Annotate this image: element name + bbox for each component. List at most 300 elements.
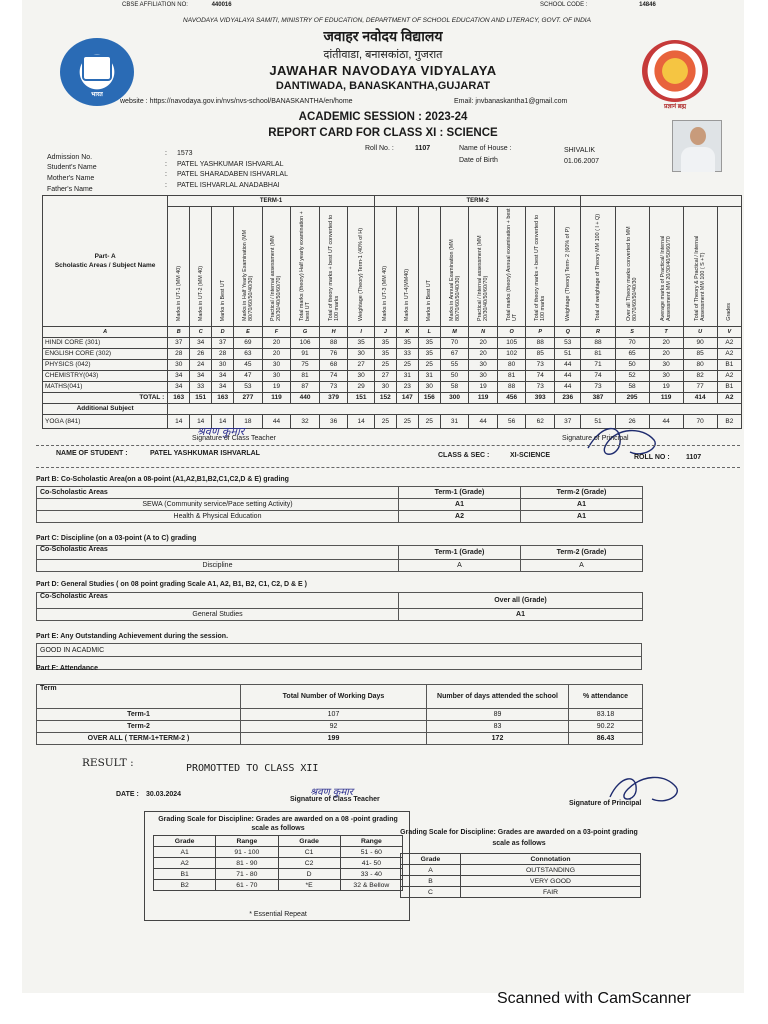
mark-cell: 31 (440, 415, 469, 429)
table-row (37, 560, 643, 572)
student-name-value: PATEL YASHKUMAR ISHVARLAL (177, 161, 284, 168)
part-f-title: Part F: Attendance (36, 665, 98, 672)
mark-cell: 33 (396, 349, 418, 360)
mark-cell: 34 (190, 371, 212, 382)
grading-8-col-grade-2: Grade (278, 836, 340, 847)
mark-cell: 88 (497, 382, 526, 393)
part-d-col-overall: Over all (Grade) (399, 593, 643, 609)
column-header (291, 207, 320, 327)
mark-cell: 30 (348, 349, 374, 360)
term1-header: TERM-1 (168, 196, 375, 207)
grade-cell: 71 - 80 (216, 869, 278, 880)
school-name-hindi: जवाहर नवोदय विद्यालय (323, 28, 443, 44)
date-label: DATE : (116, 791, 139, 798)
mark-cell: 35 (374, 338, 396, 349)
mark-cell: 23 (396, 382, 418, 393)
scholastic-marks-table (42, 195, 742, 429)
mark-cell: 30 (168, 360, 190, 371)
mark-cell: B2 (717, 415, 741, 429)
table-row (154, 869, 403, 880)
admission-label: Admission No. (47, 154, 93, 161)
mark-cell: 14 (348, 415, 374, 429)
report-title: REPORT CARD FOR CLASS XI : SCIENCE (268, 127, 498, 139)
part-b-table (36, 486, 643, 523)
mark-cell: 52 (615, 371, 649, 382)
attendance-pct: 86.43 (569, 733, 643, 745)
term-header-row (43, 196, 742, 207)
column-header (168, 207, 190, 327)
nvs-logo-text: प्रज्ञानं ब्रह्म (663, 104, 687, 110)
part-c-t2: A (521, 560, 643, 572)
mark-cell: 85 (683, 349, 717, 360)
column-header (262, 207, 291, 327)
column-header-label: Total marks (theory) Half yearly examination + best UT (299, 211, 312, 321)
scholastic-label: Scholastic Areas / Subject Name (54, 262, 156, 269)
column-header (212, 207, 234, 327)
mark-cell: 35 (374, 349, 396, 360)
part-c-col-t2: Term-2 (Grade) (521, 546, 643, 560)
part-a-cell (43, 196, 168, 327)
mark-cell: 105 (497, 338, 526, 349)
mark-cell: 80 (683, 360, 717, 371)
mark-cell: 20 (262, 349, 291, 360)
grade-cell: C (401, 887, 461, 898)
column-header-label: Total of theory marks + best UT converted to 100 marks (327, 214, 340, 321)
mark-cell: A2 (717, 349, 741, 360)
mark-cell: 81 (291, 371, 320, 382)
mark-cell: 456 (497, 393, 526, 404)
column-header (319, 207, 348, 327)
mark-cell: 37 (555, 415, 581, 429)
column-header-label: Total of Theory & Practical / Internal Assessment MM 100 ( S +T) (694, 235, 707, 321)
column-header-label: Grades (726, 303, 733, 321)
subject-name: HINDI CORE (301) (43, 338, 168, 349)
column-header (190, 207, 212, 327)
attendance-col-term: Term (37, 685, 241, 709)
column-header-label: Total of weightage of Theory MM 100 ( I + Q) (595, 213, 601, 321)
column-header-label: Total marks (theory) Annual examination + best UT (505, 208, 518, 321)
mother-label: Mother's Name (47, 175, 95, 182)
column-header-label: Marks in UT-2 (MM 40) (197, 265, 204, 321)
grade-cell: C2 (278, 858, 340, 869)
mark-cell: 74 (526, 371, 555, 382)
mark-cell: 26 (190, 349, 212, 360)
grading-8-footnote: * Essential Repeat (249, 911, 307, 918)
class-teacher-sig-label-2: Signature of Class Teacher (290, 796, 380, 803)
column-letter: K (396, 327, 418, 338)
mark-cell: 76 (319, 349, 348, 360)
grade-cell: FAIR (461, 887, 641, 898)
mark-cell: 25 (374, 360, 396, 371)
column-letter: E (234, 327, 263, 338)
part-b-t2: A1 (521, 499, 643, 511)
mark-cell: B1 (717, 382, 741, 393)
dob-label: Date of Birth (459, 157, 498, 164)
strip-roll-value: 1107 (686, 454, 702, 461)
mark-cell: 20 (649, 349, 683, 360)
mark-cell: 14 (212, 415, 234, 429)
mark-cell: 44 (555, 360, 581, 371)
mark-cell: 33 (190, 382, 212, 393)
grade-cell: B (401, 876, 461, 887)
grade-cell: 61 - 70 (216, 880, 278, 891)
mark-cell: 19 (262, 382, 291, 393)
part-d-table (36, 592, 643, 621)
mark-cell: 119 (649, 393, 683, 404)
mark-cell: 44 (649, 415, 683, 429)
mark-cell: 73 (526, 382, 555, 393)
mark-cell: 51 (555, 349, 581, 360)
mark-cell: 27 (374, 371, 396, 382)
mark-cell: 393 (526, 393, 555, 404)
part-b-t1: A2 (399, 511, 521, 523)
mark-cell: 37 (168, 338, 190, 349)
column-header (615, 207, 649, 327)
column-header-label: Practical / Internal assessment (MM 20/30/40/50/60/70) (477, 235, 490, 321)
mother-value: PATEL SHARADABEN ISHVARLAL (177, 171, 288, 178)
part-c-t1: A (399, 560, 521, 572)
attendance-table (36, 684, 643, 745)
mark-cell: 414 (683, 393, 717, 404)
strip-class-value: XI-SCIENCE (510, 452, 551, 459)
mark-cell: 163 (168, 393, 190, 404)
mark-cell: 25 (396, 360, 418, 371)
column-header (348, 207, 374, 327)
strip-roll-label: ROLL NO : (634, 454, 670, 461)
column-header (469, 207, 498, 327)
grade-cell: 91 - 100 (216, 847, 278, 858)
principal-sig-label-1: Signature of Principal (562, 435, 629, 442)
grade-cell: B1 (154, 869, 216, 880)
column-header-label: Marks in Half Yearly Examination (MM 80/70/60/50/40/30) (241, 229, 254, 321)
mark-cell: A2 (717, 338, 741, 349)
grading-3-col-grade: Grade (401, 854, 461, 865)
attendance-working: 92 (241, 721, 427, 733)
student-name-label: Student's Name (47, 164, 97, 171)
mark-cell: 50 (440, 371, 469, 382)
mark-cell: 30 (649, 360, 683, 371)
class-teacher-scrawl-2: श्रवण कुमार (310, 787, 353, 798)
mark-cell: 65 (615, 349, 649, 360)
attendance-pct: 83.18 (569, 709, 643, 721)
mark-cell: 30 (212, 360, 234, 371)
mark-cell: 102 (497, 349, 526, 360)
column-header (555, 207, 581, 327)
mark-cell: 90 (683, 338, 717, 349)
column-letter: V (717, 327, 741, 338)
class-teacher-sig-label: Signature of Class Teacher (192, 435, 276, 442)
mark-cell: 20 (262, 338, 291, 349)
column-header-label: Marks in UT-3 (MM 40) (382, 265, 389, 321)
mark-cell: 62 (526, 415, 555, 429)
mark-cell: 295 (615, 393, 649, 404)
mark-cell: 119 (262, 393, 291, 404)
grade-cell: A (401, 865, 461, 876)
column-header-label: Weightage (Theory) Term-1 (40% of H) (358, 228, 365, 321)
result-label: RESULT : (82, 757, 134, 769)
mark-cell: 70 (615, 338, 649, 349)
mark-cell: 277 (234, 393, 263, 404)
table-row (43, 338, 742, 349)
mark-cell: 67 (440, 349, 469, 360)
column-letter: M (440, 327, 469, 338)
column-letter: A (43, 327, 168, 338)
mark-cell: 379 (319, 393, 348, 404)
grading-8-col-grade: Grade (154, 836, 216, 847)
mark-cell: 25 (396, 415, 418, 429)
mark-cell: 69 (234, 338, 263, 349)
mark-cell: 91 (291, 349, 320, 360)
attendance-term: Term-1 (37, 709, 241, 721)
part-c-col-t1: Term-1 (Grade) (399, 546, 521, 560)
subject-name: ENGLISH CORE (302) (43, 349, 168, 360)
part-c-col-area: Co-Scholastic Areas (37, 546, 399, 560)
attendance-col-attended: Number of days attended the school (427, 685, 569, 709)
part-d-area: General Studies (37, 609, 399, 621)
mark-cell: 51 (581, 415, 615, 429)
mark-cell: 63 (234, 349, 263, 360)
mark-cell: 85 (526, 349, 555, 360)
column-header-label: Marks in UT-4(MM40) (404, 268, 411, 321)
mark-cell: 74 (319, 371, 348, 382)
mark-cell: 30 (262, 371, 291, 382)
student-photo (672, 120, 722, 172)
cbse-logo-text: भारत (91, 92, 103, 98)
mark-cell: 47 (234, 371, 263, 382)
mark-cell: 35 (348, 338, 374, 349)
part-b-col-t2: Term-2 (Grade) (521, 487, 643, 499)
column-header-label: Over all Theory marks converted to MM 80/70/60/50/40/30 (626, 226, 639, 321)
part-b-title: Part B: Co-Scholastic Area(on a 08-point (A1,A2,B1,B2,C1,C2,D & E) grading (36, 476, 289, 483)
admission-colon: : (165, 150, 167, 157)
mark-cell: 156 (418, 393, 440, 404)
mark-cell: 20 (469, 338, 498, 349)
table-row (43, 371, 742, 382)
column-letter: N (469, 327, 498, 338)
column-letter: B (168, 327, 190, 338)
mark-cell: 58 (440, 382, 469, 393)
column-letter: C (190, 327, 212, 338)
mark-cell: 30 (348, 371, 374, 382)
camscanner-watermark: Scanned with CamScanner (497, 990, 691, 1007)
column-letter-row (43, 327, 742, 338)
grade-cell: 41- 50 (340, 858, 402, 869)
mark-cell: 440 (291, 393, 320, 404)
table-row (401, 876, 641, 887)
mark-cell: 24 (190, 360, 212, 371)
grading-3-col-conn: Connotation (461, 854, 641, 865)
part-e-table (36, 643, 642, 670)
table-row (37, 511, 643, 523)
mark-cell: 44 (469, 415, 498, 429)
cbse-affiliation-label: CBSE AFFILIATION NO: (122, 2, 188, 8)
column-letter: D (212, 327, 234, 338)
grading-3-table (400, 853, 641, 898)
mark-cell: 82 (683, 371, 717, 382)
grade-cell: B2 (154, 880, 216, 891)
mark-cell: 80 (497, 360, 526, 371)
additional-subject-label: Additional Subject (43, 404, 168, 415)
column-letter: G (291, 327, 320, 338)
table-row (154, 880, 403, 891)
mark-cell: 106 (291, 338, 320, 349)
email: Email: jnvbanaskantha1@gmail.com (454, 98, 568, 105)
mark-cell: 236 (555, 393, 581, 404)
mark-cell: 70 (440, 338, 469, 349)
part-e-title: Part E: Any Outstanding Achievement during the session. (36, 633, 229, 640)
mark-cell: 88 (526, 338, 555, 349)
mark-cell: 70 (683, 415, 717, 429)
attendance-attended: 89 (427, 709, 569, 721)
mark-cell: 14 (190, 415, 212, 429)
column-header-label: Average marks of Practical/ Internal Assessment MM 20/30/40/50/60/70 (660, 235, 673, 321)
cbse-affiliation-no: 440016 (211, 2, 232, 8)
father-value: PATEL ISHVARLAL ANADABHAI (177, 182, 280, 189)
grade-cell: A2 (154, 858, 216, 869)
mark-cell: 34 (212, 382, 234, 393)
grade-cell: A1 (154, 847, 216, 858)
mark-cell: 73 (319, 382, 348, 393)
attendance-attended: 83 (427, 721, 569, 733)
mark-cell: 387 (581, 393, 615, 404)
mark-cell: 34 (168, 371, 190, 382)
grade-cell: 32 & Bellow (340, 880, 402, 891)
mark-cell: 58 (615, 382, 649, 393)
mark-cell: 87 (291, 382, 320, 393)
part-b-t1: A1 (399, 499, 521, 511)
attendance-col-working: Total Number of Working Days (241, 685, 427, 709)
column-header-label: Marks in Best UT (426, 279, 433, 321)
mark-cell: 119 (469, 393, 498, 404)
part-c-table (36, 545, 643, 572)
grade-cell: 81 - 90 (216, 858, 278, 869)
part-a-label: Part- A (94, 253, 116, 260)
column-header (440, 207, 469, 327)
mark-cell: 25 (418, 360, 440, 371)
mark-cell: A2 (717, 393, 741, 404)
table-row (401, 865, 641, 876)
mark-cell: 25 (374, 415, 396, 429)
mark-cell: 30 (649, 371, 683, 382)
mark-cell: 35 (396, 338, 418, 349)
column-header-label: Marks in Best UT (219, 279, 226, 321)
mark-cell: 37 (212, 338, 234, 349)
table-row (401, 887, 641, 898)
column-header-label: Practical / Internal assessment (MM 20/30/40/50/60/70) (270, 235, 283, 321)
mark-cell: 151 (190, 393, 212, 404)
mark-cell: 55 (440, 360, 469, 371)
column-letter: S (615, 327, 649, 338)
table-row (43, 360, 742, 371)
mark-cell: 34 (212, 371, 234, 382)
mark-cell: 30 (262, 360, 291, 371)
term2-header: TERM-2 (374, 196, 581, 207)
grade-cell: OUTSTANDING (461, 865, 641, 876)
mark-cell: 30 (374, 382, 396, 393)
subject-name: TOTAL : (43, 393, 168, 404)
school-code (540, 2, 656, 8)
mark-cell: 50 (615, 360, 649, 371)
column-header (234, 207, 263, 327)
table-row (154, 847, 403, 858)
table-row (37, 709, 643, 721)
grading-3-title: Grading Scale for Discipline: Grades are awarded on a 03-point grading scale as follows (400, 829, 638, 847)
mark-cell: 44 (262, 415, 291, 429)
grade-cell: 51 - 60 (340, 847, 402, 858)
table-row (37, 609, 643, 621)
mark-cell: 88 (319, 338, 348, 349)
table-row (37, 499, 643, 511)
table-row (43, 393, 742, 404)
table-row (37, 721, 643, 733)
column-header-label: Marks in UT-1 (MM 40) (175, 265, 182, 321)
mark-cell: 44 (555, 371, 581, 382)
mark-cell: 71 (581, 360, 615, 371)
attendance-working: 199 (241, 733, 427, 745)
academic-session: ACADEMIC SESSION : 2023-24 (298, 111, 468, 123)
attendance-term: OVER ALL ( TERM-1+TERM-2 ) (37, 733, 241, 745)
grading-8-table (153, 835, 403, 891)
column-letter: J (374, 327, 396, 338)
mark-cell: 30 (469, 360, 498, 371)
attendance-pct: 90.22 (569, 721, 643, 733)
mark-cell: 151 (348, 393, 374, 404)
grade-cell: VERY GOOD (461, 876, 641, 887)
house-label: Name of House : (459, 145, 512, 152)
mark-cell: 53 (234, 382, 263, 393)
column-header-label: Weightage (Theory) Term- 2 (60% of P) (564, 226, 571, 321)
mark-cell: 20 (469, 349, 498, 360)
mark-cell: 45 (234, 360, 263, 371)
mark-cell: 88 (581, 338, 615, 349)
subject-name: PHYSICS (042) (43, 360, 168, 371)
column-header-label: Marks in Annual Examination (MM 80/70/60/50/40/30) (448, 239, 461, 321)
mark-cell: 27 (348, 360, 374, 371)
school-name: JAWAHAR NAVODAYA VIDYALAYA (269, 63, 497, 78)
mark-cell: B1 (717, 360, 741, 371)
table-row (43, 349, 742, 360)
column-letter: L (418, 327, 440, 338)
column-header (374, 207, 396, 327)
additional-subject-row (43, 404, 742, 415)
part-b-area: Health & Physical Education (37, 511, 399, 523)
part-d-title: Part D: General Studies ( on 08 point grading Scale A1, A2, B1, B2, C1, C2, D & E ) (36, 581, 307, 588)
subject-name: CHEMISTRY(043) (43, 371, 168, 382)
cbse-affiliation (122, 2, 232, 8)
mark-cell: 26 (615, 415, 649, 429)
samiti-line: NAVODAYA VIDYALAYA SAMITI, MINISTRY OF EDUCATION, DEPARTMENT OF SCHOOL EDUCATION AND LITERACY, GOVT. OF INDIA (183, 17, 591, 24)
grading-8-col-range-2: Range (340, 836, 402, 847)
grading-8-title: Grading Scale for Discipline: Grades are awarded on a 08 -point grading scale as follows (158, 816, 398, 832)
strip-name-value: PATEL YASHKUMAR ISHVARLAL (150, 450, 260, 457)
date-value: 30.03.2024 (146, 791, 182, 798)
part-b-col-t1: Term-1 (Grade) (399, 487, 521, 499)
part-d-overall: A1 (399, 609, 643, 621)
grading-3-box (396, 823, 642, 905)
mark-cell: 34 (168, 382, 190, 393)
column-header (581, 207, 615, 327)
attendance-attended: 172 (427, 733, 569, 745)
grading-8-col-range: Range (216, 836, 278, 847)
part-b-t2: A1 (521, 511, 643, 523)
mark-cell: 19 (649, 382, 683, 393)
mark-cell: 68 (319, 360, 348, 371)
mark-cell: 28 (168, 349, 190, 360)
mark-cell: 31 (418, 371, 440, 382)
column-letter: P (526, 327, 555, 338)
school-place: DANTIWADA, BANASKANTHA,GUJARAT (275, 80, 491, 92)
mark-cell: 147 (396, 393, 418, 404)
